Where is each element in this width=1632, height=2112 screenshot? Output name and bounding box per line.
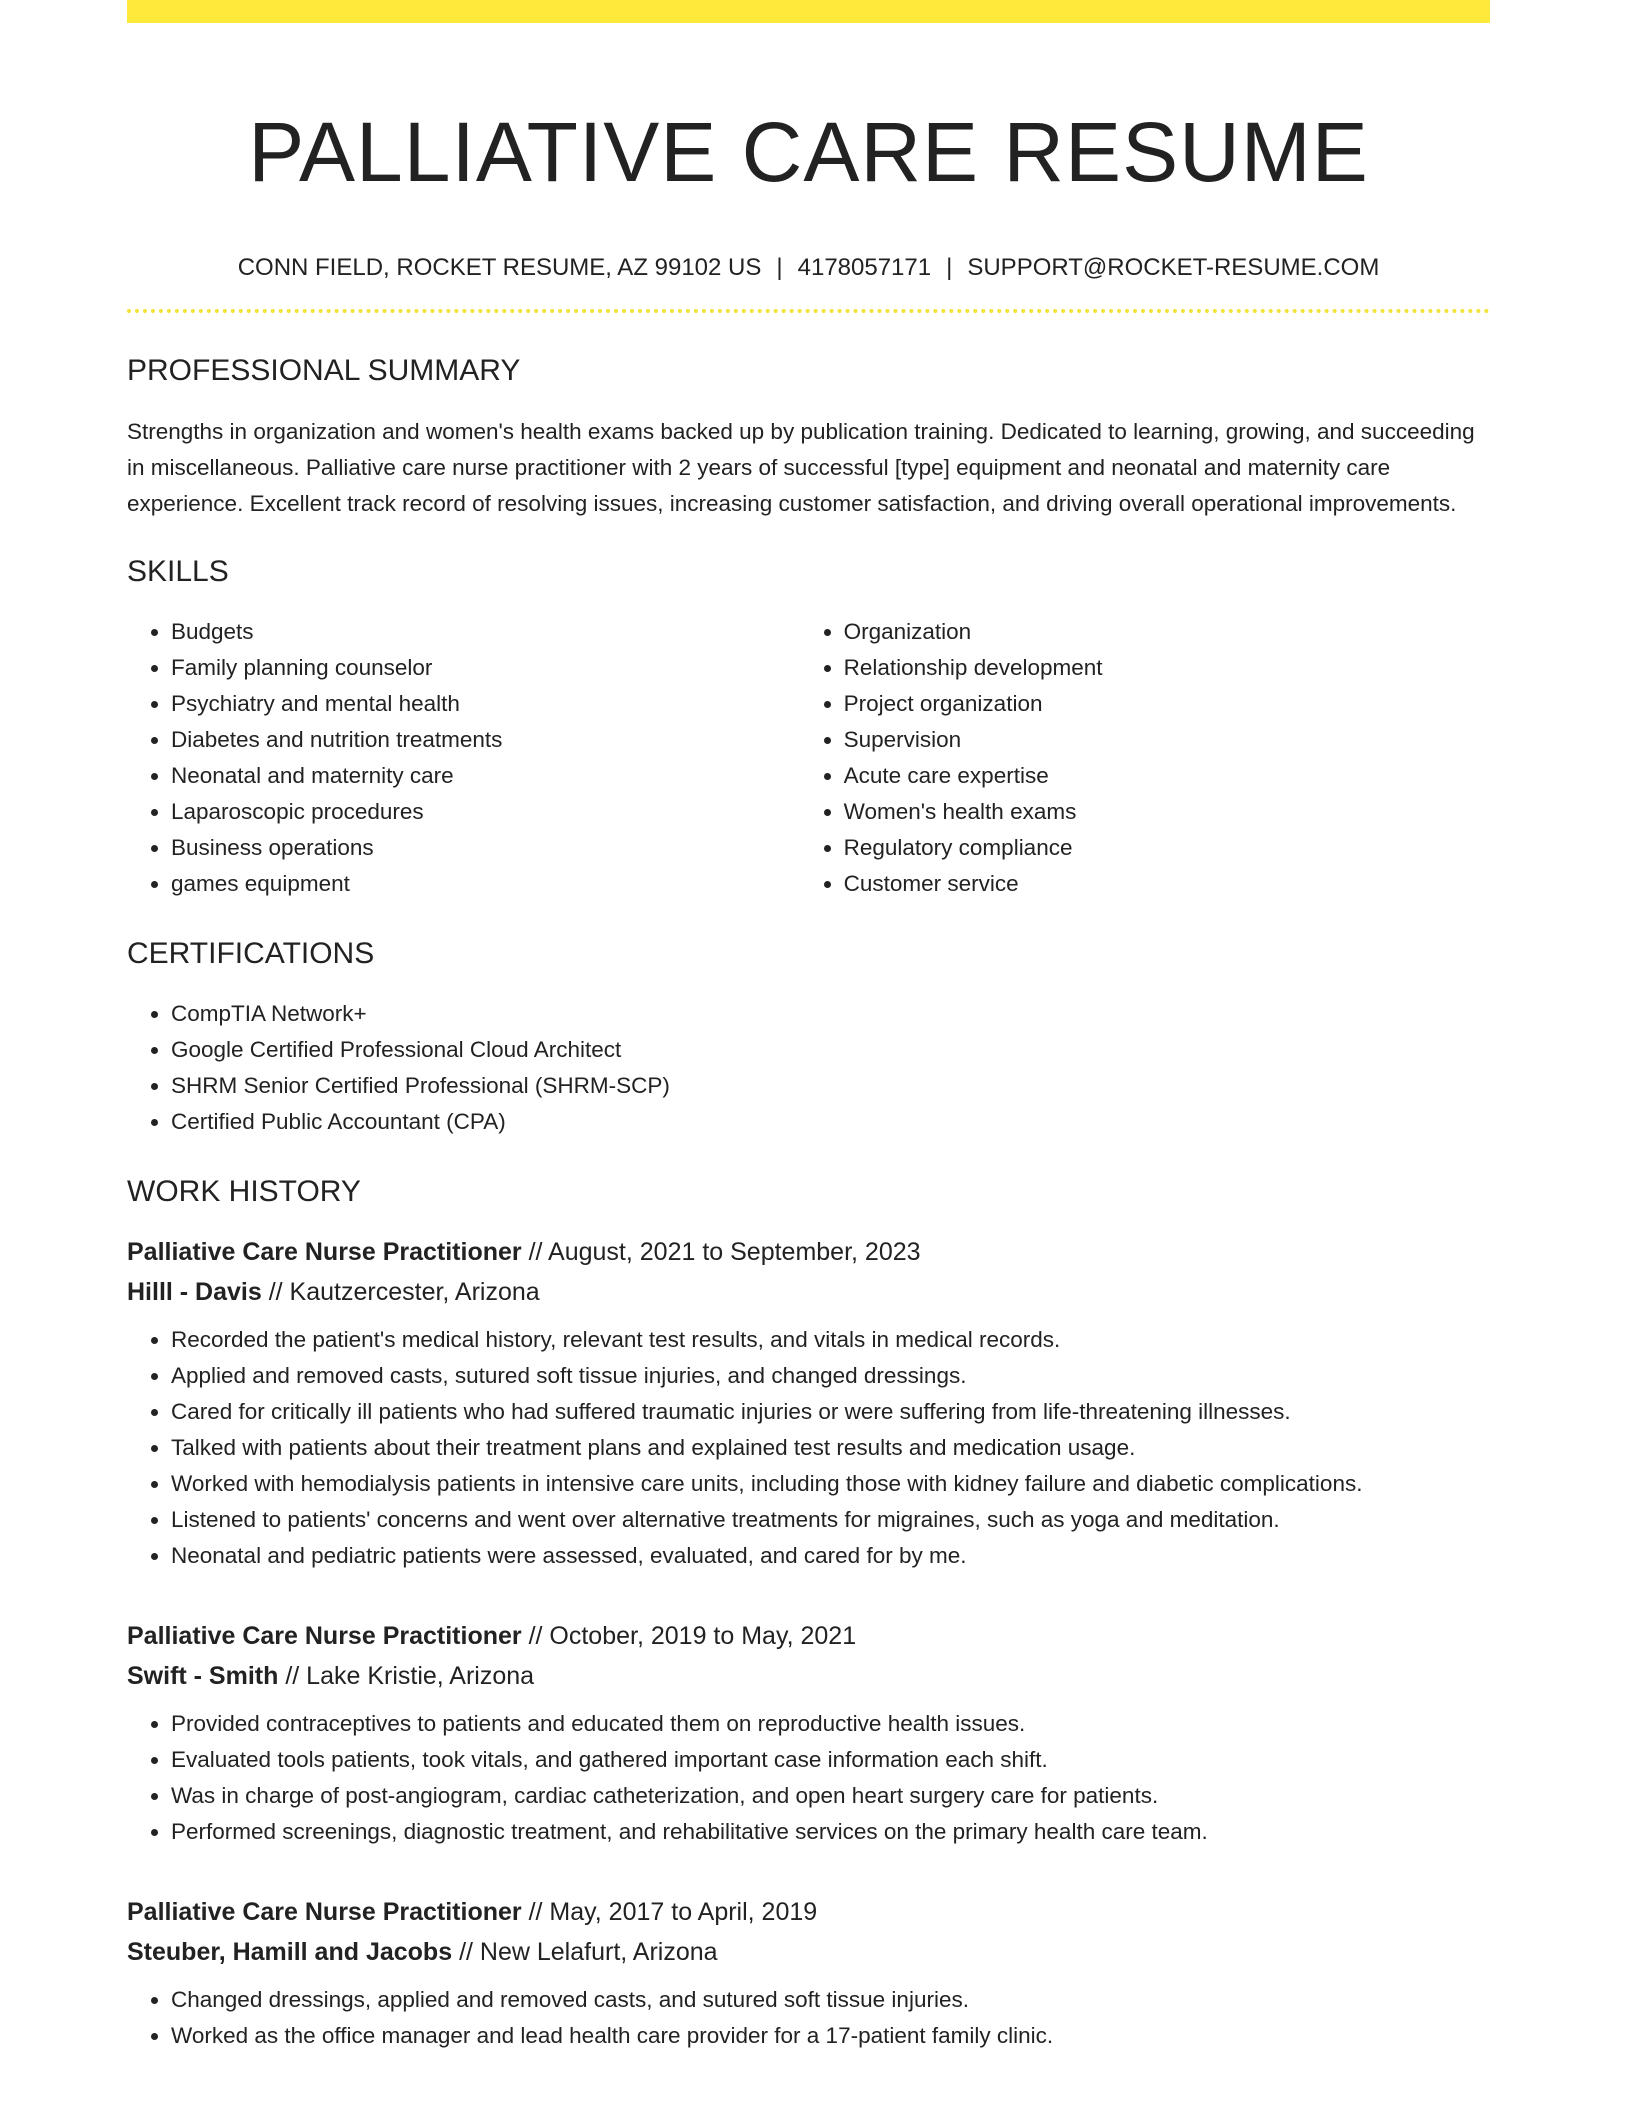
skill-item: • Budgets [171,614,800,650]
job-location: // Kautzercester, Arizona [268,1278,540,1306]
job-title: Palliative Care Nurse Practitioner [127,1238,522,1266]
job-bullets [127,1982,1490,2054]
skill-item: • Customer service [844,866,1490,902]
job-bullet: • Worked with hemodialysis patients in intensive care units, including those with kidney failure and diabetic complications. [171,1466,1490,1502]
certification-item: • Certified Public Accountant (CPA) [171,1104,1490,1140]
skill-item: • Neonatal and maternity care [171,758,800,794]
job-bullet: • Applied and removed casts, sutured soft tissue injuries, and changed dressings. [171,1358,1490,1394]
contact-address: CONN FIELD, ROCKET RESUME, AZ 99102 US [237,254,762,281]
skill-item: • Relationship development [844,650,1490,686]
skills-column-left [127,614,800,902]
job-bullet: • Was in charge of post-angiogram, cardiac catheterization, and open heart surgery care for patients. [171,1778,1490,1814]
job-title: Palliative Care Nurse Practitioner [127,1898,522,1926]
job-company: Steuber, Hamill and Jacobs [127,1938,453,1966]
job-entry [127,1232,1490,1574]
skill-item: • Diabetes and nutrition treatments [171,722,800,758]
job-entry [127,1892,1490,2054]
contact-separator: | [776,254,783,281]
job-bullet: • Evaluated tools patients, took vitals, and gathered important case information each shift. [171,1742,1490,1778]
dotted-divider [127,309,1490,313]
job-bullets [127,1322,1490,1574]
job-company: Swift - Smith [127,1662,279,1690]
job-bullets [127,1706,1490,1850]
job-bullet: • Recorded the patient's medical history, relevant test results, and vitals in medical records. [171,1322,1490,1358]
job-title-line [127,1616,1490,1656]
job-company-line [127,1656,1490,1696]
certification-item: • Google Certified Professional Cloud Architect [171,1032,1490,1068]
contact-email[interactable]: SUPPORT@ROCKET-RESUME.COM [967,254,1380,281]
certification-item: • CompTIA Network+ [171,996,1490,1032]
contact-phone[interactable]: 4178057171 [797,254,932,281]
job-location: // Lake Kristie, Arizona [285,1662,535,1690]
skills-heading: SKILLS [127,555,229,588]
job-title-line [127,1892,1490,1932]
job-bullet: • Listened to patients' concerns and went over alternative treatments for migraines, such as yoga and meditation. [171,1502,1490,1538]
skill-item: • Organization [844,614,1490,650]
skill-item: • Women's health exams [844,794,1490,830]
skill-item: • Laparoscopic procedures [171,794,800,830]
work-history-heading: WORK HISTORY [127,1175,361,1208]
skill-item: • Family planning counselor [171,650,800,686]
job-company-line [127,1932,1490,1972]
skills-column-right [800,614,1490,902]
skill-item: • Regulatory compliance [844,830,1490,866]
skill-item: • games equipment [171,866,800,902]
contact-line [127,253,1490,283]
job-company-line [127,1272,1490,1312]
job-dates: // May, 2017 to April, 2019 [528,1898,818,1926]
skill-item: • Psychiatry and mental health [171,686,800,722]
summary-heading: PROFESSIONAL SUMMARY [127,354,521,387]
job-bullet: • Performed screenings, diagnostic treatment, and rehabilitative services on the primary health care team. [171,1814,1490,1850]
job-bullet: • Provided contraceptives to patients and educated them on reproductive health issues. [171,1706,1490,1742]
job-bullet: • Cared for critically ill patients who had suffered traumatic injuries or were suffering from life-threatening illnesses. [171,1394,1490,1430]
job-entry [127,1616,1490,1850]
skill-item: • Project organization [844,686,1490,722]
job-title-line [127,1232,1490,1272]
resume-page [127,0,1490,2054]
accent-bar [127,0,1490,23]
job-location: // New Lelafurt, Arizona [459,1938,718,1966]
summary-text: Strengths in organization and women's health exams backed up by publication training. Dedicated to learning, growing, and succeeding in miscellaneous. Palliative care nurse practitioner with 2 years of successful [type] equipment and neonatal and maternity care experience. Excellent track record of resolving issues, increasing customer satisfaction, and driving overall operational improvements. [127,419,1475,516]
certifications-heading: CERTIFICATIONS [127,937,375,970]
resume-title: PALLIATIVE CARE RESUME [248,105,1369,199]
contact-separator: | [946,254,953,281]
job-bullet: • Talked with patients about their treatment plans and explained test results and medication usage. [171,1430,1490,1466]
certification-item: • SHRM Senior Certified Professional (SHRM-SCP) [171,1068,1490,1104]
job-company: Hilll - Davis [127,1278,262,1306]
skills-list [127,614,1490,902]
certifications-list [127,996,1490,1140]
skill-item: • Business operations [171,830,800,866]
job-bullet: • Changed dressings, applied and removed casts, and sutured soft tissue injuries. [171,1982,1490,2018]
job-dates: // October, 2019 to May, 2021 [528,1622,857,1650]
job-title: Palliative Care Nurse Practitioner [127,1622,522,1650]
skill-item: • Acute care expertise [844,758,1490,794]
job-dates: // August, 2021 to September, 2023 [528,1238,921,1266]
job-bullet: • Neonatal and pediatric patients were assessed, evaluated, and cared for by me. [171,1538,1490,1574]
job-bullet: • Worked as the office manager and lead health care provider for a 17-patient family clinic. [171,2018,1490,2054]
skill-item: • Supervision [844,722,1490,758]
